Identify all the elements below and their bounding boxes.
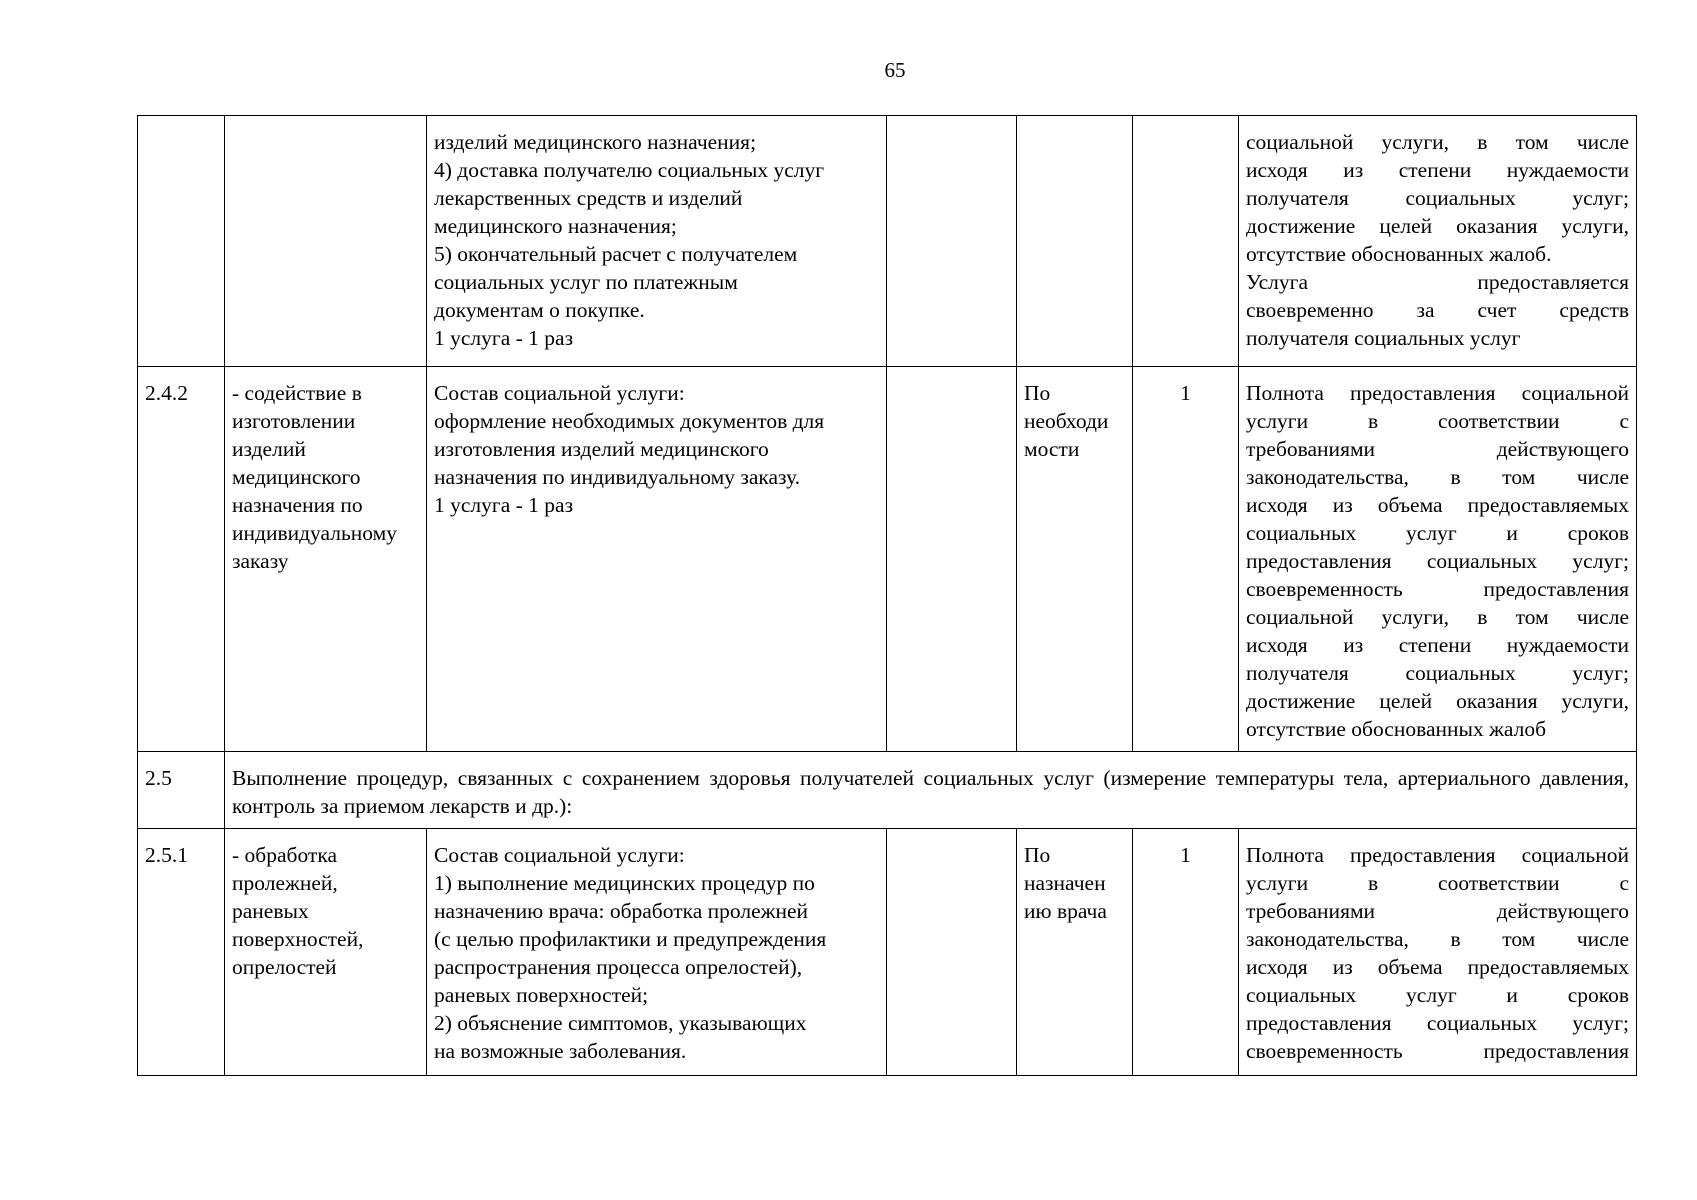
procedure-line: назначению врача: обработка пролежней [434, 899, 809, 923]
cell-code: 2.5 [138, 752, 225, 829]
period-line: ию врача [1024, 899, 1107, 923]
procedure-line: 1) выполнение медицинских процедур по [434, 871, 815, 895]
criteria-line: требованиями действующего [1246, 899, 1629, 923]
service-name-line: опрелостей [232, 955, 337, 979]
service-name-line: - обработка [232, 843, 337, 867]
procedure-line: на возможные заболевания. [434, 1039, 687, 1063]
criteria-line: услуги в соответствии с [1246, 871, 1629, 895]
service-name-line: пролежней, [232, 871, 338, 895]
cell-empty [887, 829, 1017, 1076]
criteria-line: отсутствие обоснованных жалоб [1246, 717, 1547, 741]
criteria-line: Полнота предоставления социальной [1246, 843, 1629, 867]
service-name-line: раневых [232, 899, 309, 923]
cell-empty [887, 367, 1017, 752]
criteria-line: социальных услуг и сроков [1246, 983, 1629, 1007]
cell-quantity: 1 [1133, 829, 1239, 1076]
page-number: 65 [884, 58, 906, 82]
procedure-line: лекарственных средств и изделий [434, 186, 743, 210]
criteria-line: социальной услуги, в том числе [1246, 605, 1629, 629]
cell-procedure [427, 367, 887, 752]
cell-service-name [225, 829, 427, 1076]
services-table [137, 115, 1637, 1076]
procedure-line: изделий медицинского назначения; [434, 130, 757, 154]
cell-quantity: 1 [1133, 367, 1239, 752]
service-name-line: - содействие в [232, 381, 362, 405]
criteria-line: исходя из объема предоставляемых [1246, 955, 1629, 979]
service-name-line: медицинского [232, 465, 361, 489]
criteria-line: получателя социальных услуг [1246, 326, 1521, 350]
cell-period [1017, 829, 1133, 1076]
cell-code: 2.4.2 [138, 367, 225, 752]
criteria-line: своевременность предоставления [1246, 1039, 1629, 1063]
procedure-line: (с целью профилактики и предупреждения [434, 927, 827, 951]
procedure-line: 1 услуга - 1 раз [434, 493, 574, 517]
procedure-line: распространения процесса опрелостей), [434, 955, 803, 979]
procedure-line: оформление необходимых документов для [434, 409, 825, 433]
cell-service-name [225, 116, 427, 367]
criteria-line: Услуга предоставляется [1246, 270, 1629, 294]
criteria-line: услуги в соответствии с [1246, 409, 1629, 433]
procedure-line: 5) окончательный расчет с получателем [434, 242, 798, 266]
criteria-line: своевременность предоставления [1246, 577, 1629, 601]
procedure-line: социальных услуг по платежным [434, 270, 738, 294]
cell-service-name [225, 367, 427, 752]
cell-empty [887, 116, 1017, 367]
period-line: По [1024, 843, 1051, 867]
criteria-line: предоставления социальных услуг; [1246, 1011, 1629, 1035]
criteria-line: социальных услуг и сроков [1246, 521, 1629, 545]
service-name-line: изделий [232, 437, 306, 461]
period-line: По [1024, 381, 1051, 405]
criteria-line: исходя из степени нуждаемости [1246, 633, 1629, 657]
procedure-line: 4) доставка получателю социальных услуг [434, 158, 825, 182]
criteria-line: достижение целей оказания услуги, [1246, 214, 1629, 238]
criteria-line: получателя социальных услуг; [1246, 661, 1629, 685]
procedure-line: медицинского назначения; [434, 214, 677, 238]
cell-criteria [1239, 367, 1637, 752]
service-name-line: заказу [232, 549, 289, 573]
criteria-line: исходя из степени нуждаемости [1246, 158, 1629, 182]
criteria-line: законодательства, в том числе [1246, 927, 1629, 951]
procedure-line: раневых поверхностей; [434, 983, 649, 1007]
criteria-line: Полнота предоставления социальной [1246, 381, 1629, 405]
section-title: Выполнение процедур, связанных с сохранением здоровья получателей социальных услуг (измерение температуры тела, артериального давления, контроль за приемом лекарств и др.): [225, 752, 1637, 829]
procedure-line: 1 услуга - 1 раз [434, 326, 574, 350]
criteria-line: достижение целей оказания услуги, [1246, 689, 1629, 713]
service-name-line: поверхностей, [232, 927, 364, 951]
table-row-2-4-2 [138, 367, 1637, 752]
service-name-line: индивидуальному [232, 521, 397, 545]
criteria-line: требованиями действующего [1246, 437, 1629, 461]
table-row-2-5 [138, 752, 1637, 829]
procedure-line: Состав социальной услуги: [434, 381, 685, 405]
period-line: назначен [1024, 871, 1106, 895]
table-row-2-5-1 [138, 829, 1637, 1076]
cell-criteria [1239, 829, 1637, 1076]
cell-code: 2.5.1 [138, 829, 225, 1076]
cell-period [1017, 367, 1133, 752]
procedure-line: назначения по индивидуальному заказу. [434, 465, 801, 489]
criteria-line: отсутствие обоснованных жалоб. [1246, 242, 1552, 266]
cell-procedure [427, 829, 887, 1076]
criteria-line: исходя из объема предоставляемых [1246, 493, 1629, 517]
cell-period [1017, 116, 1133, 367]
procedure-line: изготовления изделий медицинского [434, 437, 769, 461]
cell-criteria [1239, 116, 1637, 367]
service-name-line: изготовлении [232, 409, 356, 433]
cell-quantity [1133, 116, 1239, 367]
criteria-line: получателя социальных услуг; [1246, 186, 1629, 210]
cell-code [138, 116, 225, 367]
table-row-continuation [138, 116, 1637, 367]
period-line: мости [1024, 437, 1080, 461]
procedure-line: документам о покупке. [434, 298, 645, 322]
criteria-line: своевременно за счет средств [1246, 298, 1629, 322]
period-line: необходи [1024, 409, 1109, 433]
criteria-line: социальной услуги, в том числе [1246, 130, 1629, 154]
criteria-line: законодательства, в том числе [1246, 465, 1629, 489]
cell-procedure [427, 116, 887, 367]
procedure-line: 2) объяснение симптомов, указывающих [434, 1011, 807, 1035]
criteria-line: предоставления социальных услуг; [1246, 549, 1629, 573]
procedure-line: Состав социальной услуги: [434, 843, 685, 867]
service-name-line: назначения по [232, 493, 363, 517]
